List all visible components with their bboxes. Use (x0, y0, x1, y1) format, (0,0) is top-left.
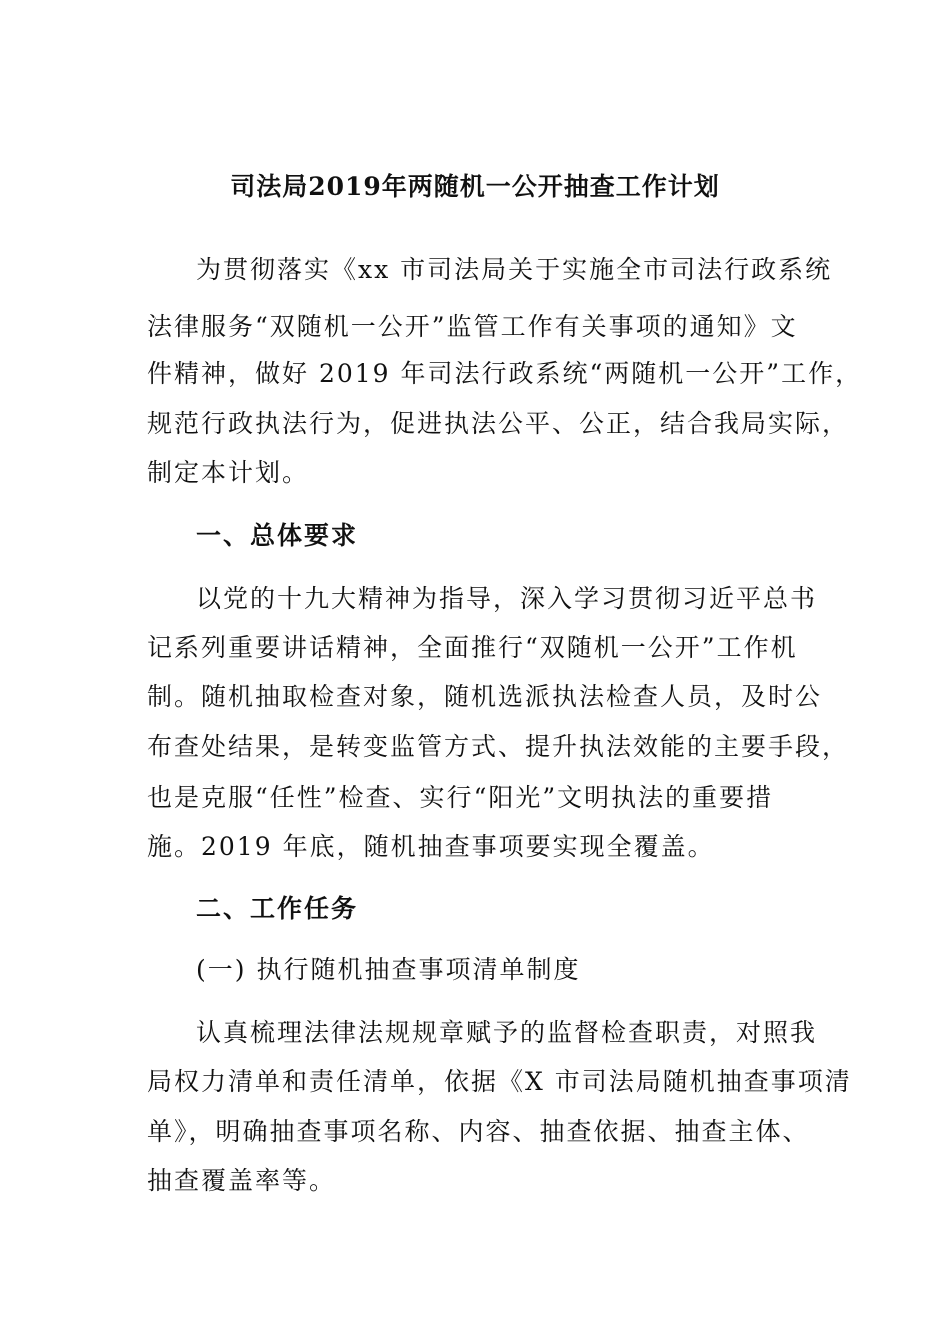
section1-line-4: 布查处结果，是转变监管方式、提升执法效能的主要手段， (147, 732, 850, 761)
intro-line-2: 法律服务“双随机一公开”监管工作有关事项的通知》文 (147, 312, 798, 341)
section1-line-1: 以党的十九大精神为指导，深入学习贯彻习近平总书 (196, 584, 818, 613)
section1-line-6: 施。2019 年底，随机抽查事项要实现全覆盖。 (147, 832, 715, 861)
intro-line-4: 规范行政执法行为，促进执法公平、公正，结合我局实际， (147, 409, 850, 438)
section1-line-2: 记系列重要讲话精神，全面推行“双随机一公开”工作机 (147, 633, 798, 662)
subsection-heading-random-inspection-list: (一) 执行随机抽查事项清单制度 (196, 955, 581, 984)
section-heading-general-requirements: 一、总体要求 (196, 521, 359, 550)
intro-line-3: 件精神，做好 2019 年司法行政系统“两随机一公开”工作， (147, 359, 863, 388)
section2-line-3: 单》，明确抽查事项名称、内容、抽查依据、抽查主体、 (147, 1117, 810, 1146)
section2-line-2: 局权力清单和责任清单，依据《X 市司法局随机抽查事项清 (147, 1067, 852, 1096)
section2-line-4: 抽查覆盖率等。 (147, 1166, 337, 1195)
intro-line-5: 制定本计划。 (147, 458, 310, 487)
section1-line-5: 也是克服“任性”检查、实行“阳光”文明执法的重要措 (147, 783, 774, 812)
intro-line-1: 为贯彻落实《xx 市司法局关于实施全市司法行政系统 (196, 255, 833, 284)
document-title: 司法局2019年两随机一公开抽查工作计划 (230, 172, 720, 201)
section2-line-1: 认真梳理法律法规规章赋予的监督检查职责，对照我 (196, 1018, 818, 1047)
section-heading-work-tasks: 二、工作任务 (196, 894, 359, 923)
section1-line-3: 制。随机抽取检查对象，随机选派执法检查人员，及时公 (147, 682, 823, 711)
